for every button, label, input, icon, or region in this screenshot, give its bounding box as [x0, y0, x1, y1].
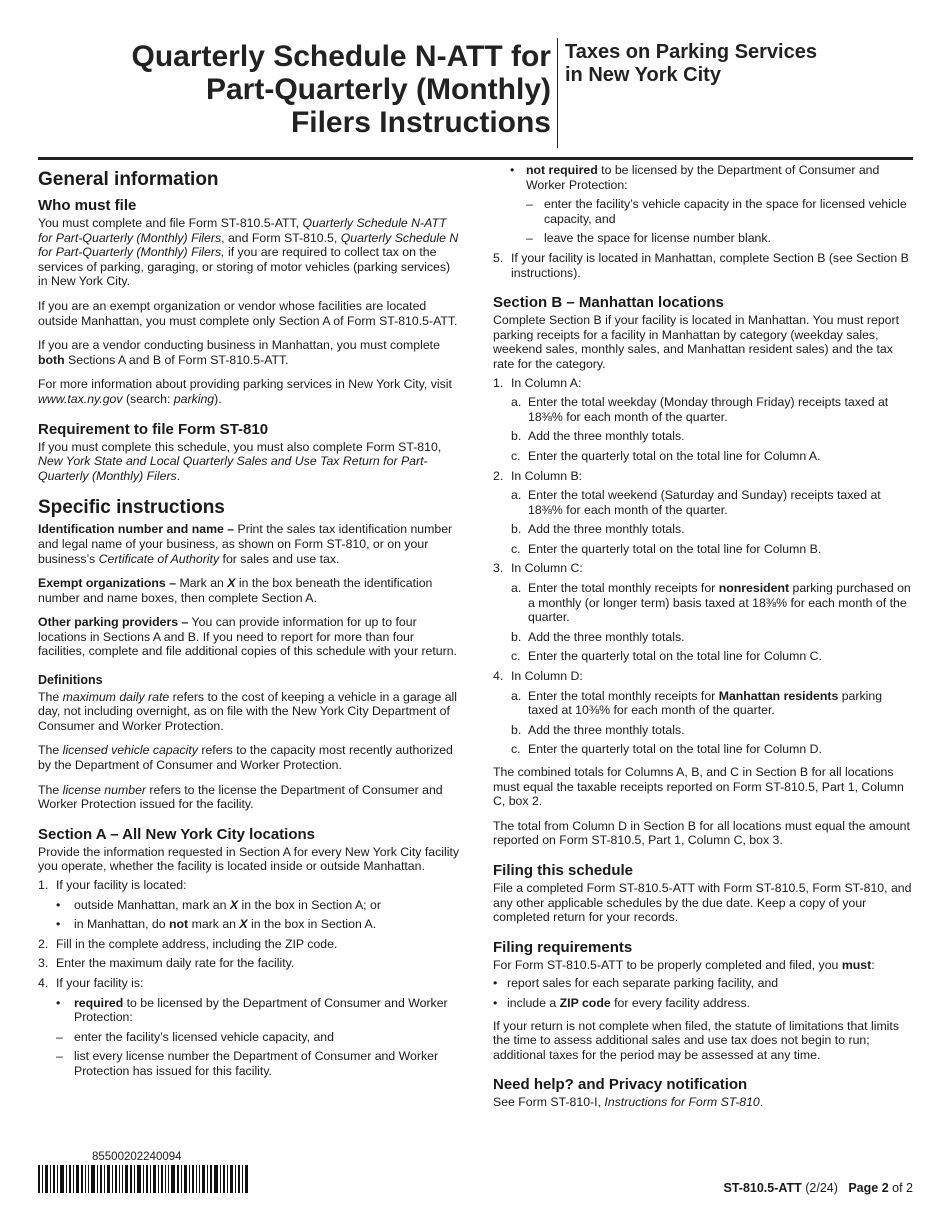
specific-heading: Specific instructions [38, 497, 225, 519]
section-a-paragraph: Provide the information requested in Section A for every New York City facility you operate, whether the facility is located inside or outside Manhattan. [38, 844, 460, 874]
requirement-paragraph: If you must complete this schedule, you must also complete Form ST-810, New York State and Local Quarterly Sales and Use Tax Return for Part-Quarterly (Monthly) Filers. [38, 439, 442, 483]
list-item: c. Enter the quarterly total on the total line for Column C. [511, 649, 822, 664]
header-rule [38, 157, 913, 160]
header-divider [557, 38, 558, 148]
list-item: 1. If your facility is located: [38, 878, 187, 892]
section-a-heading: Section A – All New York City locations [38, 825, 316, 843]
who-paragraph-3: If you are a vendor conducting business in Manhattan, you must complete both Sections A and B of Form ST-810.5-ATT. [38, 338, 440, 367]
section-b-paragraph: Complete Section B if your facility is located in Manhattan. You must report parking receipts for a facility in Manhattan by category (weekday sales, weekend sales, monthly sales, and Manhattan resident sales) and the tax rate for the category. [493, 313, 900, 371]
list-item: a. Enter the total weekend (Saturday and Sunday) receipts taxed at 18⅜% for each month of the quarter. [511, 488, 881, 517]
list-item: • required to be licensed by the Department of Consumer and Worker Protection: [56, 995, 448, 1025]
list-item: – list every license number the Department of Consumer and Worker Protection has issued for this facility. [56, 1049, 439, 1078]
filing-schedule-paragraph: File a completed Form ST-810.5-ATT with Form ST-810.5, Form ST-810, and any other applicable schedules by the due date. Keep a copy of your completed return for your records. [493, 880, 912, 925]
list-item: c. Enter the quarterly total on the total line for Column B. [511, 541, 822, 556]
help-paragraph: See Form ST-810-I, Instructions for Form ST-810. [493, 1095, 764, 1110]
right-column [493, 163, 913, 1120]
website-link[interactable]: www.tax.ny.gov [38, 391, 123, 406]
title-line-2: Part-Quarterly (Monthly) [205, 73, 551, 106]
list-item: • outside Manhattan, mark an X in the box in Section A; or [56, 897, 381, 912]
list-item: 2. In Column B: [493, 468, 583, 483]
who-paragraph-1: You must complete and file Form ST-810.5-ATT, Quarterly Schedule N-ATT for Part-Quarterly (Monthly) Filers, and Form ST-810.5, Quarterly Schedule N for Part-Quarterly (Monthly) Filers, if you are required to collect tax on the services of parking, garaging, or storing of motor vehicles (parking services) in New York City. [38, 216, 459, 289]
definition-max-rate: The maximum daily rate refers to the cost of keeping a vehicle in a garage all day, not including overnight, as on file with the New York City Department of Consumer and Worker Protection. [38, 689, 458, 733]
list-item: b. Add the three monthly totals. [511, 429, 685, 444]
form-footer [724, 1181, 914, 1196]
list-item: c. Enter the quarterly total on the total line for Column D. [511, 742, 822, 757]
column-d-total-paragraph: The total from Column D in Section B for all locations must equal the amount reported on Form ST-810.5, Part 1, Column C, box 3. [493, 818, 910, 848]
list-item: 3. In Column C: [493, 561, 583, 576]
list-item: b. Add the three monthly totals. [511, 522, 685, 537]
filing-requirements-heading: Filing requirements [493, 938, 633, 956]
list-item: – enter the facility’s licensed vehicle capacity, and [56, 1029, 334, 1044]
identification-paragraph: Identification number and name – Print the sales tax identification number and legal name of your business, as shown on Form ST-810, or on your business’s Certificate of Authority for sales and use tax. [38, 522, 453, 566]
list-item: a. Enter the total weekday (Monday through Friday) receipts taxed at 18⅜% for each month of the quarter. [511, 395, 889, 424]
list-item: 5. If your facility is located in Manhattan, complete Section B (see Section B instructions). [493, 250, 909, 280]
list-item: 4. In Column D: [493, 669, 583, 684]
page-title [60, 40, 551, 139]
who-paragraph-2: If you are an exempt organization or vendor whose facilities are located outside Manhattan, you must complete only Section A of Form ST-810.5-ATT. [38, 298, 458, 328]
barcode [38, 1165, 248, 1193]
list-item: • report sales for each separate parking facility, and [493, 976, 779, 991]
list-item: • in Manhattan, do not mark an X in the box in Section A. [56, 917, 377, 932]
title-line-1: Quarterly Schedule N-ATT for [131, 40, 551, 73]
list-item: a. Enter the total monthly receipts for Manhattan residents parking taxed at 10⅜% for each month of the quarter. [511, 688, 883, 718]
page-number: 2 [881, 1181, 889, 1195]
requirement-heading: Requirement to file Form ST-810 [38, 420, 269, 438]
combined-totals-paragraph: The combined totals for Columns A, B, and C in Section B for all locations must equal the taxable receipts reported on Form ST-810.5, Part 1, Column C, box 2. [493, 765, 904, 809]
list-item: 4. If your facility is: [38, 975, 144, 990]
exempt-paragraph: Exempt organizations – Mark an X in the box beneath the identification number and name boxes, then complete Section A. [38, 576, 433, 605]
list-item: • not required to be licensed by the Department of Consumer and Worker Protection: [510, 163, 880, 192]
section-b-heading: Section B – Manhattan locations [493, 294, 724, 312]
definition-license: The license number refers to the license the Department of Consumer and Worker Protection issued for the facility. [38, 782, 443, 812]
list-item: a. Enter the total monthly receipts for nonresident parking purchased on a monthly (or longer term) basis taxed at 18⅜% for each month of the quarter. [511, 581, 911, 625]
list-item: – leave the space for license number blank. [526, 231, 771, 246]
other-providers-paragraph: Other parking providers – You can provide information for up to four locations in Sections A and B. If you need to report for more than four facilities, complete and file additional copies of this schedule with your return. [38, 615, 458, 659]
form-revision: (2/24) [805, 1181, 838, 1195]
page-total: of 2 [892, 1181, 913, 1195]
help-heading: Need help? and Privacy notification [493, 1076, 748, 1094]
list-item: 1. In Column A: [493, 375, 582, 390]
list-item: 3. Enter the maximum daily rate for the facility. [38, 956, 295, 971]
filing-schedule-heading: Filing this schedule [493, 861, 634, 879]
page-label: Page [848, 1181, 879, 1195]
list-item: b. Add the three monthly totals. [511, 722, 685, 737]
barcode-number: 85500202240094 [92, 1151, 182, 1163]
subtitle-line-2: in New York City [565, 64, 721, 86]
list-item: 2. Fill in the complete address, including the ZIP code. [38, 936, 338, 951]
filing-requirements-paragraph: For Form ST-810.5-ATT to be properly completed and filed, you must: [493, 957, 875, 972]
page-subtitle [565, 41, 817, 87]
list-item: • include a ZIP code for every facility address. [493, 995, 751, 1010]
general-heading: General information [38, 169, 219, 190]
list-item: b. Add the three monthly totals. [511, 629, 685, 644]
who-heading: Who must file [38, 197, 137, 214]
left-column [38, 163, 463, 1084]
list-item: – enter the facility’s vehicle capacity in the space for licensed vehicle capacity, and [526, 197, 907, 226]
definitions-heading: Definitions [38, 673, 103, 688]
title-line-3: Filers Instructions [290, 106, 551, 139]
list-item: c. Enter the quarterly total on the total line for Column A. [511, 448, 821, 463]
definition-capacity: The licensed vehicle capacity refers to the capacity most recently authorized by the Department of Consumer and Worker Protection. [38, 743, 453, 773]
form-id: ST-810.5-ATT [723, 1181, 802, 1195]
statute-paragraph: If your return is not complete when filed, the statute of limitations that limits the time to assess additional sales and use tax does not begin to run; additional taxes for the period may be assessed at any time. [493, 1018, 899, 1062]
subtitle-line-1: Taxes on Parking Services [565, 41, 817, 63]
who-paragraph-4: For more information about providing parking services in New York City, visit www.tax.ny.gov (search: parking). [38, 377, 452, 406]
